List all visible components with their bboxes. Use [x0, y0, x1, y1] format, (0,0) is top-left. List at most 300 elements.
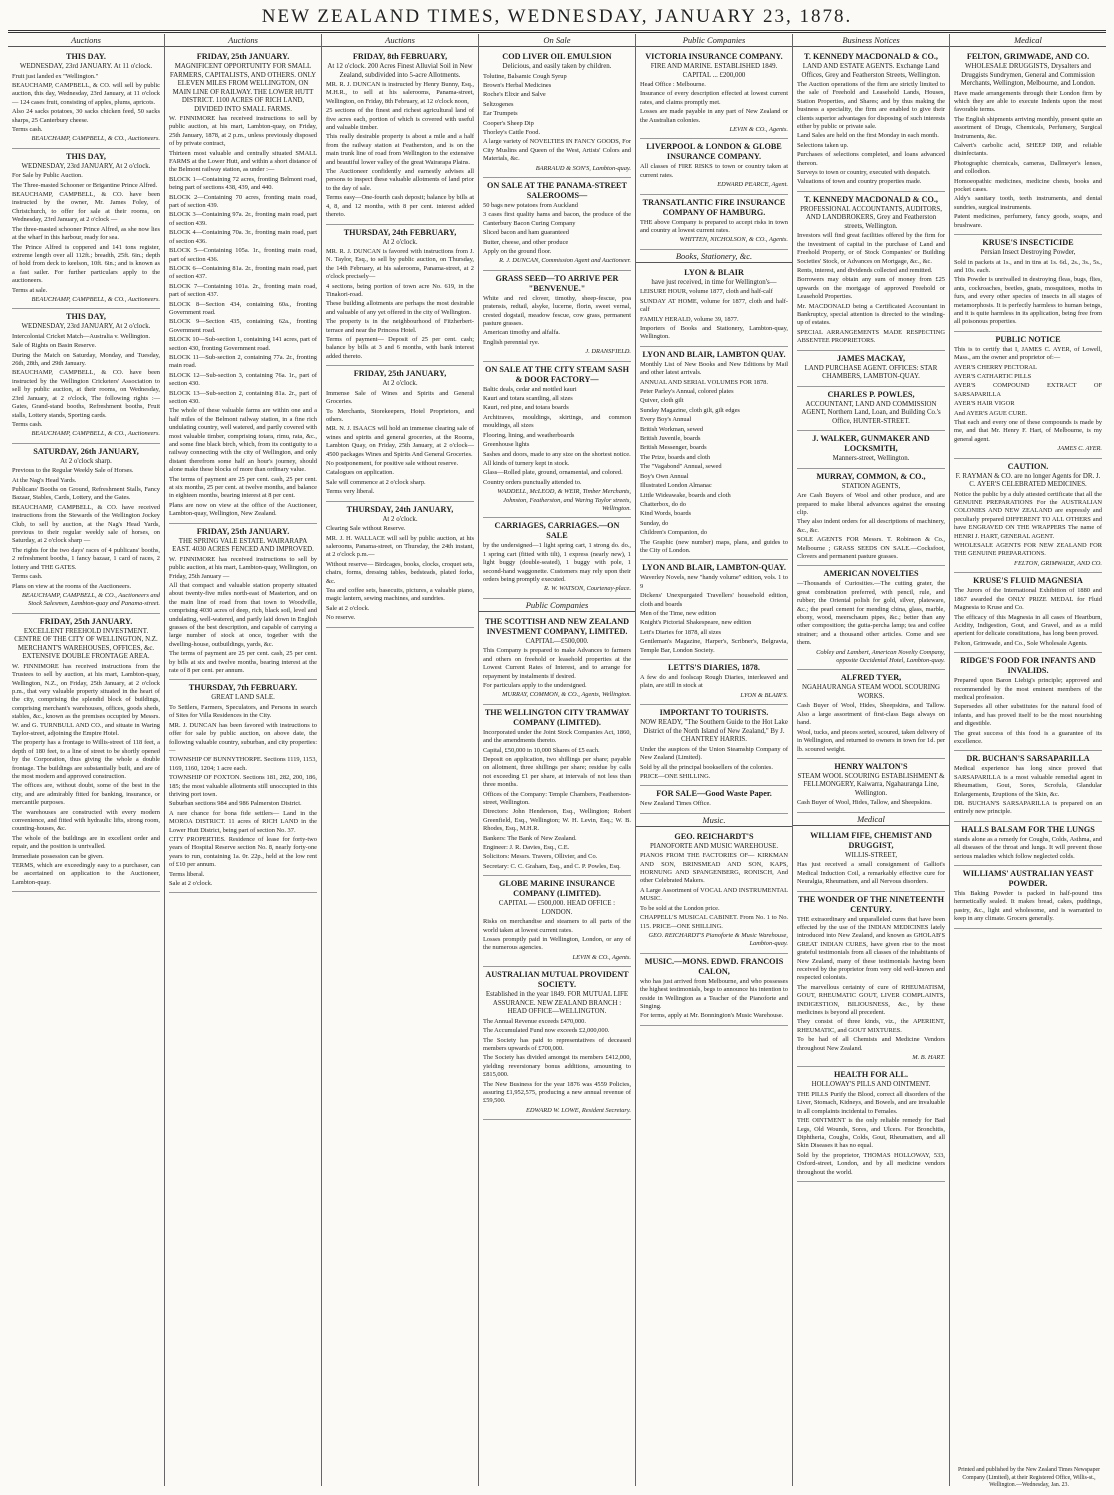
ad-paragraph: Little Wideawake, boards and cloth: [640, 491, 731, 499]
ad-title: WILLIAM FIFE, CHEMIST AND DRUGGIST,: [810, 830, 932, 850]
ad-paragraph: Sunday Magazine, cloth gilt, gilt edges: [640, 406, 740, 414]
ad-paragraph: BLOCK 10—Sub-section 1, containing 141 acres, part of section 430, fronting Government road.: [169, 336, 317, 352]
ad-paragraph: Quiver, cloth gilt: [640, 397, 684, 405]
ad-title: HALLS BALSAM FOR THE LUNGS: [961, 824, 1095, 834]
ad-paragraph: BLOCK 5—Containing 105a. 1r., fronting main road, part of section 436.: [169, 247, 317, 263]
ad-paragraph: The rights for the two days' races of 4 publicans' booths, 2 refreshment booths, 1 fancy bazaar, 1 card of races, 2 lottery and THE GATES.: [12, 546, 160, 571]
masthead: [0, 0, 1114, 30]
ad-title: GLOBE MARINE INSURANCE COMPANY (LIMITED).: [498, 879, 615, 899]
ad-paragraph: Immense Sale of Wines and Spirits and General Groceries.: [326, 389, 474, 406]
ad-title: RIDGE'S FOOD FOR INFANTS AND INVALIDS.: [960, 656, 1096, 676]
advertisement: [797, 469, 945, 567]
advertisement: [12, 614, 160, 893]
ad-signature: R. W. WATSON, Courtenay-place.: [544, 585, 631, 593]
ad-paragraph: Sunday, do: [640, 519, 669, 527]
advertisement: [640, 560, 788, 660]
ad-paragraph: ANNUAL AND SERIAL VOLUMES FOR 1878.: [640, 378, 768, 386]
ad-paragraph: Sale of Rights on Basin Reserve.: [12, 342, 97, 350]
advertisement: [640, 347, 788, 561]
ad-paragraph: Mr. MACDONALD being a Certificated Accountant in Bankruptcy, special attention is directed to the winding-up of estates.: [797, 302, 945, 327]
ad-signature: R. J. DUNCAN, Commission Agent and Auctioneer.: [499, 257, 631, 265]
ad-paragraph: Kauri, red pine, and totara boards: [483, 404, 569, 412]
ad-paragraph: Tolutine, Balsamic Cough Syrup: [483, 72, 567, 80]
ad-paragraph: LEISURE HOUR, volume 1877, cloth and half-calf: [640, 288, 773, 296]
ad-paragraph: Cooper's Sheep Dip: [483, 119, 534, 127]
ad-title: HENRY WALTON'S: [834, 761, 908, 771]
ad-paragraph: This Company is prepared to make Advances to farmers and others on freehold or leasehold properties at the Lowest Current Rates of Interest, and to arrange for repayment by instalments if desired.: [483, 647, 631, 680]
ad-paragraph: THE OINTMENT is the only reliable remedy for Bad Legs, Old Wounds, Sores, and Ulcers. For Bronchitis, Diphtheria, Coughs, Colds, Gout, Rheumatism, and all Skin Diseases it has no equal.: [797, 1117, 945, 1150]
column-heading: Auctions: [322, 34, 478, 47]
ad-paragraph: Solicitors: Messrs. Travers, Ollivier, and Co.: [483, 853, 598, 861]
ad-subtitle: Persian Insect Destroying Powder,: [980, 249, 1076, 256]
section-heading: Books, Stationery, &c.: [636, 250, 792, 263]
ad-paragraph: Losses are made payable in any part of New Zealand or the Australian colonies.: [640, 108, 788, 124]
ad-title: FOR SALE—Good Waste Paper.: [656, 789, 772, 799]
ad-title: THE SCOTTISH AND NEW ZEALAND INVESTMENT COMPANY, LIMITED.: [484, 616, 630, 636]
advertisement: [483, 518, 631, 598]
ad-title: CAUTION.: [1007, 461, 1049, 471]
ad-title: MUSIC.—MONS. EDWD. FRANCOIS CALON,: [644, 956, 784, 976]
ad-signature: BEAUCHAMP, CAMPBELL, & CO., Auctioneers.: [31, 135, 160, 143]
ad-paragraph: Plans are now on view at the office of the Auctioneer, Lambton-quay, Wellington, New Zealand.: [169, 501, 317, 518]
ad-paragraph: The Auctioneer confidently and earnestly advises all persons to inspect these valuable allotments of land prior to the day of sale.: [326, 168, 474, 192]
ad-title: VICTORIA INSURANCE COMPANY.: [645, 52, 783, 61]
ad-paragraph: Sliced bacon and ham guaranteed: [483, 229, 569, 237]
advertisement: [954, 49, 1102, 235]
ad-paragraph: For Sale by Public Auction.: [12, 172, 83, 180]
ad-paragraph: Head Office : Melbourne.: [640, 81, 706, 88]
ad-title: WILLIAMS' AUSTRALIAN YEAST POWDER.: [962, 869, 1094, 889]
ad-paragraph: Directors: John Henderson, Esq., Wellington; Robert Greenfield, Esq., Wellington; W. H. Levin, Esq.; W. B. Rhodes, Esq., M.H.R.: [483, 808, 631, 833]
ad-paragraph: Plans on view at the rooms of the Auctioneers.: [12, 582, 132, 590]
ad-paragraph: Homoeopathic medicines, medicine chests, books and pocket cases.: [954, 177, 1102, 193]
ad-paragraph: MR. J. DUNCAN has been favored with instructions to offer for sale by public auction, on above date, the following valuable country, suburban, and city properties:—: [169, 721, 317, 754]
ad-title: LETTS'S DIARIES, 1878.: [668, 663, 760, 672]
column-heading: Auctions: [8, 34, 164, 47]
advertisement: [12, 309, 160, 443]
masthead-rule: [8, 30, 1106, 31]
ad-paragraph: Terms easy—One-fourth cash deposit; balance by bills at 4, 8, and 12 months, with 8 per cent. interest added thereto.: [326, 194, 474, 219]
ad-paragraph: Chatterbox, do do: [640, 500, 686, 508]
ad-subtitle: STATION AGENTS,: [841, 482, 901, 490]
advertisement: [797, 192, 945, 351]
ad-paragraph: SPECIAL ARRANGEMENTS MADE RESPECTING ABSENTEE PROPRIETORS.: [797, 328, 945, 345]
ad-subtitle: WEDNESDAY, 23rd JANUARY. At 11 o'clock.: [19, 63, 153, 70]
ad-paragraph: The English shipments arriving monthly, present quite an assortment of Drugs, Chemicals, Perfumery, Surgical Instruments, &c.: [954, 115, 1102, 140]
advertisement: [954, 459, 1102, 574]
ad-paragraph: All kinds of turnery kept in stock.: [483, 459, 570, 467]
ad-subtitle: CAPITAL—£500,000.: [525, 637, 589, 645]
ad-paragraph: Valuations of town and country properties made.: [797, 178, 922, 186]
ad-paragraph: The property has a frontage to Willis-street of 118 feet, a depth of 180 feet, to a line of street to be shortly opened by the Corporation, thus giving the whole a double frontage. The buildings are substantially built, and are of the most modern and approved construction.: [12, 739, 160, 780]
ad-title: AUSTRALIAN MUTUAL PROVIDENT SOCIETY.: [485, 970, 629, 990]
ad-paragraph: Risks on merchandise and steamers to all parts of the world taken at lowest current rates.: [483, 918, 631, 934]
ad-paragraph: Have made arrangements through their London firm by which they are able to execute Indents upon the most favorable terms.: [954, 89, 1102, 114]
ad-signature: BARRAUD & SON'S, Lambton-quay.: [535, 164, 631, 172]
ad-paragraph: BLOCK 3—Containing 97a. 2r., fronting main road, part of section 439.: [169, 211, 317, 227]
advertisement: [483, 362, 631, 519]
ad-paragraph: BLOCK 6—Containing 81a. 2r., fronting main road, part of section 437.: [169, 264, 317, 281]
ad-paragraph: THE extraordinary and unparalleled cures that have been effected by the use of the INDIAN MEDICINES lately introduced into New Zealand, and known as GHOLAB'S GREAT INDIAN CURES, have given rise to the most grateful testimonials from all classes of the inhabitants of New Zealand, many of these testimonials having been received by the proprietor from very old well-known and respected colonists.: [797, 915, 945, 982]
ad-paragraph: And AYER'S AGUE CURE.: [954, 409, 1027, 417]
advertisement: [797, 892, 945, 1068]
ad-paragraph: The Jurors of the International Exhibition of 1880 and 1867 awarded the ONLY PRIZE MEDAL for Fluid Magnesia to Kruse and Co.: [954, 587, 1102, 612]
ad-paragraph: Supersedes all other substitutes for the natural food of infants, and has proved itself to be the most nourishing and digestible.: [954, 703, 1102, 728]
column-heading: On Sale: [479, 34, 635, 47]
ad-signature: JAMES C. AYER.: [1057, 445, 1102, 453]
advertisement: [640, 139, 788, 194]
ad-paragraph: AYER'S COMPOUND EXTRACT OF SARSAPARILLA: [954, 382, 1102, 398]
ad-paragraph: Illustrated London Almanac: [640, 482, 712, 490]
advertisement: [326, 225, 474, 367]
ad-paragraph: The great success of this food is a guarantee of its excellence.: [954, 729, 1102, 745]
ad-title: THIS DAY,: [66, 151, 106, 161]
ad-paragraph: MR. R. J. DUNCAN is favored with instructions from J. N. Taylor, Esq., to sell by public auction, on Thursday, the 14th February, at his salerooms, Panama-street, at 2 o'clock precisely—: [326, 248, 474, 281]
ad-paragraph: Secretary: C. C. Graham, Esq., and C. P. Powles, Esq.: [483, 862, 621, 870]
ad-paragraph: Butter, cheese, and other produce: [483, 238, 569, 246]
column-4: [478, 34, 635, 1486]
ad-signature: BEAUCHAMP, CAMPBELL, & CO., Auctioneers.: [31, 430, 160, 438]
ad-paragraph: Dickens' Unexpurgated Travellers' household edition, cloth and boards: [640, 592, 788, 608]
ad-paragraph: Sashes and doors, made to any size on the shortest notice.: [483, 450, 631, 458]
advertisement: [483, 705, 631, 877]
ad-subtitle: FIRE AND MARINE. ESTABLISHED 1849. CAPITAL ... £200,000: [650, 63, 778, 79]
newspaper-title: NEW ZEALAND TIMES, WEDNESDAY, JANUARY 23, 1878.: [261, 6, 853, 27]
ad-paragraph: TERMS, which are exceedingly easy to a purchaser, can be ascertained on application to the Auctioneer, Lambton-quay.: [12, 862, 160, 886]
ad-paragraph: Seltzogenes: [483, 100, 514, 108]
ad-subtitle: NGAHAURANGA STEAM WOOL SCOURING WORKS.: [801, 684, 940, 700]
advertisement: [169, 49, 317, 524]
ad-paragraph: Losses promptly paid in Wellington, London, or any of the numerous agencies.: [483, 936, 631, 952]
ad-paragraph: Monthly List of New Books and New Editions by Mail and other latest arrivals.: [640, 360, 788, 377]
advertisement: [797, 351, 945, 387]
ad-paragraph: Terms at sale.: [12, 286, 48, 294]
advertisement: [326, 502, 474, 628]
column-5: [635, 34, 792, 1486]
ad-paragraph: Under the auspices of the Union Steamship Company of New Zealand (Limited).: [640, 745, 788, 762]
ad-subtitle: MAGNIFICENT OPPORTUNITY FOR SMALL FARMERS, CAPITALISTS, AND OTHERS. ONLY ELEVEN MILES FROM WELLINGTON, ON MAIN LINE OF RAILWAY. THE LOWER HUTT DISTRICT. 1100 ACRES OF RICH LAND, DIVIDED INTO SMALL FARMS.: [169, 63, 317, 113]
ad-paragraph: A Large Assortment of VOCAL AND INSTRUMENTAL MUSIC.: [640, 886, 788, 903]
ad-title: THE WONDER OF THE NINETEENTH CENTURY.: [798, 894, 944, 914]
ad-paragraph: Sold in packets at 1s., and in tins at 1s. 6d., 2s., 3s., 5s., and 10s. each.: [954, 258, 1102, 274]
ad-title: ON SALE AT THE PANAMA-STREET SALEROOMS—: [487, 180, 627, 200]
ad-title: MURRAY, COMMON, & CO.,: [816, 471, 926, 481]
ad-title: JAMES MACKAY,: [836, 353, 906, 363]
ad-paragraph: Sale at 2 o'clock.: [326, 604, 370, 612]
ad-paragraph: The warehouses are constructed with every modern convenience, and fitted with hydraulic lifts, strong room, counting-houses, &c.: [12, 808, 160, 833]
ad-title: T. KENNEDY MACDONALD & CO.,: [804, 194, 938, 204]
ad-paragraph: They also indent orders for all descriptions of machinery, &c., &c.: [797, 518, 945, 534]
ad-paragraph: Immediate possession can be given.: [12, 852, 104, 860]
ad-paragraph: Gentleman's Magazine, Harper's, Scribner's, Belgravia, Temple Bar, London Society.: [640, 638, 788, 654]
ad-paragraph: To be sold at the London price.: [640, 904, 720, 912]
ad-paragraph: Bankers: The Bank of New Zealand.: [483, 834, 577, 842]
ad-paragraph: stands alone as a remedy for Coughs, Colds, Asthma, and all diseases of the throat and lungs. It will prevent those serious maladies which follow neglected colds.: [954, 835, 1102, 860]
ad-title: LYON AND BLAIR, LAMBTON QUAY.: [642, 349, 786, 359]
ad-paragraph: The Annual Revenue exceeds £470,000.: [483, 1017, 586, 1025]
ad-signature: BEAUCHAMP, CAMPBELL, & CO., Auctioneers.: [31, 295, 160, 303]
ad-paragraph: A rare chance for bona fide settlers— Land in the MOROA DISTRICT. 11 acres of RICH LAND in the Lower Hutt District, being part of section No. 37.: [169, 809, 317, 834]
ad-paragraph: Terms cash.: [12, 420, 43, 428]
ad-paragraph: This Powder is unrivalled in destroying fleas, bugs, flies, ants, cockroaches, beetles, gnats, mosquitoes, moths in furs, and every other species of insects in all stages of metamorphosis. It is perfectly harmless to human beings, and it is quite harmless in its application, being free from all poisonous properties.: [954, 276, 1102, 326]
ad-paragraph: At the Nag's Head Yards.: [12, 476, 77, 484]
ad-title: DR. BUCHAN'S SARSAPARILLA: [966, 754, 1090, 764]
ad-paragraph: Every Boy's Annual: [640, 416, 692, 424]
ad-title: CARRIAGES, CARRIAGES.—ON SALE: [494, 521, 620, 541]
ad-paragraph: SUNDAY AT HOME, volume for 1877, cloth and half-calf: [640, 297, 788, 314]
ad-paragraph: They consist of three kinds, viz., the APERIENT, RHEUMATIC, and GOUT MIXTURES.: [797, 1018, 945, 1034]
ad-paragraph: by the undersigned—1 light spring cart, 1 strong do. do., 1 spring cart (fitted with tilt), 1 express (nearly new), 1 light buggy (double-seated), 1 buggy with pole, 1 second-hand waggonette. Customers may rely upon their orders being promptly executed.: [483, 542, 631, 583]
ad-subtitle: EXCELLENT FREEHOLD INVESTMENT. CENTRE OF THE CITY OF WELLINGTON, N.Z. MERCHANT'S WAREHOUSES, OFFICES, &c. EXTENSIVE DOUBLE FRONTAGE AREA.: [14, 627, 158, 661]
ad-paragraph: —Thousands of Curiosities.—The cutting grater, the great combination preferred, with pencil, rule, and rubber; the Oriental polish for gold, silver, plateware, &c.; the pearl cement for mending china, glass, marble, ebony, wood, meerschaum pipes, &c.; better than any other composition; the gutta-percha lamp; tea and coffee strainer; and a thousand other articles. Come and see them.: [797, 580, 945, 647]
ad-paragraph: The Prince Alfred is coppered and 141 tons register, extreme length over all 112ft.; breadth, 25ft. 6in.; depth of hold from deck to keelson, 10ft. 6in.; and is known as a fast sailer. For further particulars apply to the auctioneers.: [12, 243, 160, 285]
ad-paragraph: W. FINNIMORE has received instructions to sell by public auction, at his mart, Lambton-quay, Wellington, on Friday, 25th January —: [169, 555, 317, 580]
ad-title: IMPORTANT TO TOURISTS.: [659, 708, 769, 718]
ad-paragraph: Roche's Elixir and Salve: [483, 91, 546, 99]
ad-paragraph: This Baking Powder is packed in half-pound tins hermetically sealed. It makes bread, cakes, puddings, pastry, &c., light and wholesome, and is warranted to keep in any climate. Grocers generally.: [954, 890, 1102, 923]
masthead-rule-thin: [8, 32, 1106, 33]
ad-paragraph: Apply on the ground floor.: [483, 248, 552, 255]
ad-signature: EDWARD W. LOWE, Resident Secretary.: [525, 1106, 631, 1114]
advertisement: [12, 49, 160, 149]
ad-paragraph: W. FINNIMORE has received instructions to sell by public auction, at his mart, Lambton-quay, on Friday, 25th January, 1878, at 2 p.m., unless previously disposed of by private contract,: [169, 115, 317, 148]
advertisement: [954, 573, 1102, 653]
advertisement: [12, 444, 160, 614]
ad-paragraph: This is to certify that I, JAMES C. AYER, of Lowell, Mass., am the owner and proprietor of:—: [954, 345, 1102, 362]
ad-paragraph: To Settlers, Farmers, Speculators, and Persons in search of Sites for Villa Residences in the City.: [169, 703, 317, 720]
ad-paragraph: Terms cash.: [12, 573, 43, 581]
ad-subtitle: F. RAYMAN & CO. are no longer Agents for DR. J. C. AYER'S CELEBRATED MEDICINES.: [955, 472, 1101, 489]
ad-subtitle: NOW READY, "The Southern Guide to the Hot Lake District of the North Island of New Zealand," By J. CHANTREY HARRIS.: [640, 719, 788, 744]
ad-paragraph: Country orders punctually attended to.: [483, 478, 582, 486]
ad-paragraph: Are Cash Buyers of Wool and other produce, and are prepared to make liberal advances against the ensuing clip.: [797, 492, 945, 516]
ad-subtitle: LAND AND ESTATE AGENTS. Exchange Land Offices, Grey and Featherston Streets, Wellington.: [801, 63, 941, 79]
ad-title: GEO. REICHARDT'S: [674, 831, 754, 841]
ad-paragraph: Lett's Diaries for 1878, all sizes: [640, 628, 722, 636]
ad-title: J. WALKER, GUNMAKER AND LOCKSMITH,: [812, 434, 930, 454]
ad-paragraph: The whole of these valuable farms are within one and a half miles of the Belmont railway station, in a fine rich undulating country, well watered, and partly covered with most valuable timber, comprising totara, rimu, rata, &c., and some fine black birch, which, from its contiguity to a railway connecting with the city of Wellington, and only distant therefrom some half an hour's journey, should alone make these blocks of more than ordinary value.: [169, 407, 317, 474]
ad-signature: LEVIN & CO., Agents.: [572, 953, 631, 961]
ad-paragraph: BLOCK 7—Containing 101a. 2r., fronting main road, part of section 437.: [169, 282, 317, 299]
advertisement: [954, 235, 1102, 332]
ad-subtitle: HOLLOWAY'S PILLS AND OINTMENT.: [811, 1081, 931, 1089]
advertisement: [640, 954, 788, 1026]
ad-title: HEALTH FOR ALL.: [833, 1070, 909, 1080]
ad-title: THURSDAY, 24th JANUARY,: [346, 504, 454, 514]
ad-title: THE WELLINGTON CITY TRAMWAY COMPANY (LIMITED).: [484, 707, 630, 727]
ad-title: PUBLIC NOTICE: [995, 334, 1061, 344]
ad-title: FRIDAY, 25th JANUARY.: [39, 616, 133, 626]
ad-paragraph: Cash Buyer of Wool, Hides, Tallow, and Sheepskins.: [797, 799, 932, 807]
imprint: Printed and published by the New Zealand Times Newspaper Company (Limited), at their Registered Office, Willis-st., Wellington.—Wednesday, Jan. 23.: [958, 1467, 1100, 1488]
ad-paragraph: BLOCK 12—Sub-section 3, containing 76a. 1r., part of section 430.: [169, 371, 317, 388]
ad-title: THURSDAY, 24th FEBRUARY,: [343, 227, 457, 237]
ad-paragraph: Waverley Novels, new "handy volume" edition, vols. 1 to 9: [640, 574, 788, 590]
ad-subtitle: WILLIS-STREET,: [844, 851, 898, 859]
ad-signature: Cobley and Lambert, American Novelty Company, opposite Occidental Hotel, Lambton-quay.: [816, 648, 945, 665]
advertisement: [954, 751, 1102, 821]
advertisement: [169, 524, 317, 681]
ad-paragraph: Calvert's carbolic acid, SHEEP DIP, and reliable disinfectants.: [954, 141, 1102, 158]
ad-paragraph: Ear Trumpets: [483, 110, 518, 118]
ad-paragraph: BLOCK 1—Containing 72 acres, fronting Belmont road, being part of sections 438, 439, and 440.: [169, 175, 317, 192]
advertisement: [640, 660, 788, 705]
ad-paragraph: WHOLESALE AGENTS FOR NEW ZEALAND FOR THE GENUINE PREPARATIONS.: [954, 542, 1102, 558]
ad-paragraph: Also 24 sacks potatoes, 30 sacks chicken feed, 50 sacks sharps, 25 Canterbury cheese.: [12, 108, 160, 124]
ad-title: LYON AND BLAIR, LAMBTON-QUAY.: [642, 563, 786, 573]
ad-title: SATURDAY, 26th JANUARY,: [33, 446, 139, 456]
ad-paragraph: TOWNSHIP OF BUNNYTHORPE. Sections 1119, 1153, 1169, 1160, 1204; 1 acre each.: [169, 756, 317, 772]
ad-signature: WADDELL, McLEOD, & WEIR, Timber Merchants, Johnston, Featherston, and Waring Taylor streets, Wellington.: [497, 488, 631, 512]
ad-signature: MURRAY, COMMON, & CO., Agents, Wellington.: [502, 691, 631, 699]
advertisement: [483, 49, 631, 178]
advertisement: [797, 1067, 945, 1182]
ad-paragraph: Boy's Own Annual: [640, 472, 689, 480]
ad-subtitle: At 2 o'clock.: [382, 380, 418, 388]
ad-subtitle: STEAM WOOL SCOURING ESTABLISHMENT & FELLMONGERY, Kaiwarra, Ngahauranga Line, Wellington.: [797, 772, 945, 797]
advertisement: [640, 49, 788, 139]
advertisement: [640, 265, 788, 347]
ad-subtitle: Delicious, and easily taken by children.: [502, 63, 612, 70]
ad-signature: FELTON, GRIMWADE, AND CO.: [1014, 559, 1102, 567]
advertisement: [169, 680, 317, 893]
ad-paragraph: To be had of all Chemists and Medicine Vendors throughout New Zealand.: [797, 1036, 945, 1052]
column-heading: Medical: [950, 34, 1106, 47]
ad-subtitle: LAND PURCHASE AGENT. OFFICES: STAR CHAMBERS, LAMBTON-QUAY.: [804, 364, 938, 381]
ad-signature: WHITTEN, NICHOLSON, & CO., Agents.: [679, 236, 788, 244]
ad-subtitle: Manners-street, Wellington.: [832, 455, 910, 463]
ad-paragraph: All that compact and valuable station property situated about twenty-five miles north-east of Masterton, and on the main line of road from that town to Woodville, comprising 4030 acres of deep, rich, black soil, level and undulating, well-watered, and partly laid down in English grasses of the best description, and capable of carrying a large number of stock at once, together with the dwelling-house, outbuildings, yards, &c.: [169, 581, 317, 648]
advertisement: [326, 366, 474, 501]
ad-title: AMERICAN NOVELTIES: [823, 569, 919, 579]
ad-paragraph: Land Sales are held on the first Monday in each month.: [797, 132, 939, 140]
ad-paragraph: Aldy's sanitary tooth, teeth instruments, and dental sundries, surgical instruments.: [954, 195, 1102, 211]
advertisement: [797, 387, 945, 432]
advertisement: [954, 822, 1102, 866]
ad-paragraph: Flooring, lining, and weatherboards: [483, 431, 575, 439]
ad-paragraph: AYER'S CHERRY PECTORAL: [954, 363, 1037, 371]
ad-paragraph: Deposit on application, two shillings per share; payable on allotment, three shillings per share; residue by calls not exceeding £1 per share, at intervals of not less than three months.: [483, 755, 631, 789]
ad-paragraph: THE above Company is prepared to accept risks in town and country at lowest current rates.: [640, 218, 788, 235]
ad-paragraph: The New Business for the year 1876 was 4559 Policies, assuring £1,952,575, producing a new annual revenue of £59,500.: [483, 1080, 631, 1105]
ad-title: ALFRED TYER,: [840, 673, 902, 683]
ad-paragraph: MR. R. J. DUNCAN is instructed by Henry Bunny, Esq., M.H.R., to sell at his salerooms, Panama-street, Wellington, on Friday, 8th February, at 12 o'clock noon,: [326, 81, 474, 105]
ad-subtitle: CAPITAL — £500,000. HEAD OFFICE : LONDON.: [498, 900, 616, 916]
ad-paragraph: Capital, £50,000 in 10,000 Shares of £5 each.: [483, 746, 600, 754]
ad-paragraph: British Workman, sewed: [640, 425, 704, 433]
ad-paragraph: The Auction operations of the firm are strictly limited to the sale of Freehold and Leasehold Lands, Houses, Station Properties, and Shares; and by thus making the business a speciality, the firm are enabled to give their clients superior advantages for disposing of such interests either by public or private sale.: [797, 81, 945, 131]
ad-title: THURSDAY, 7th FEBRUARY.: [188, 683, 298, 693]
ad-paragraph: Felton, Grimwade, and Co., Sole Wholesale Agents.: [954, 639, 1088, 647]
ad-paragraph: The Society has paid to representatives of deceased members upwards of £700,000.: [483, 1036, 631, 1052]
ad-paragraph: Cash Buyer of Wool, Hides, Sheepskins, and Tallow. Also a large assortment of first-class Bags always on hand.: [797, 702, 945, 727]
ad-paragraph: All classes of FIRE RISKS to town or country taken at current rates.: [640, 163, 788, 179]
ad-paragraph: BLOCK 2—Containing 70 acres, fronting main road, part of section 439.: [169, 193, 317, 210]
ad-paragraph: Selections taken up.: [797, 141, 849, 149]
ad-paragraph: CITY PROPERTIES. Residence of lease for forty-two years of Hospital Reserve section No. 8, nearly forty-one years to run, containing 1a. 0r. 22p., held at the low rent of £10 per annum.: [169, 835, 317, 869]
ad-paragraph: The offices are, without doubt, some of the best in the city, and are admirably fitted for banking, insurance, or mercantile purposes.: [12, 782, 160, 807]
ad-paragraph: Medical experience has long since proved that SARSAPARILLA is a most valuable remedial agent in Rheumatism, Gout, Sores, Scrofula, Glandular Enlargements, Eruptions of the Skin, &c.: [954, 765, 1102, 798]
ad-paragraph: No postponement, for positive sale without reserve.: [326, 460, 459, 468]
ad-paragraph: No reserve.: [326, 614, 356, 622]
column-3: [321, 34, 478, 1486]
ad-paragraph: Tea and coffee sets, basecuits, pictures, a valuable piano, magic lantern, sewing machines, and sundries.: [326, 587, 474, 603]
ad-paragraph: Knight's Pictorial Shakespeare, new edition: [640, 619, 752, 627]
ad-paragraph: This really desirable property is about a mile and a half from the railway station at Featherston, and is on the main trunk line of road from Wellington to the extensive and beautiful lower valley of the great Wairarapa Plains.: [326, 133, 474, 166]
ad-paragraph: Thirteen most valuable and centrally situated SMALL FARMS at the Lower Hutt, and within a short distance of the Belmont railway station, as under :—: [169, 149, 317, 174]
ad-paragraph: For terms, apply at Mr. Bonnington's Music Warehouse.: [640, 1012, 784, 1020]
advertisement: [483, 876, 631, 967]
ad-paragraph: Terms very liberal.: [326, 488, 375, 496]
column-7: [949, 34, 1106, 1486]
ad-paragraph: During the Match on Saturday, Monday, and Tuesday, 26th, 28th, and 29th January.: [12, 351, 160, 368]
ad-paragraph: Peter Parley's Annual, colored plates: [640, 388, 734, 396]
ad-paragraph: That each and every one of these compounds is made by me, and that Mr. Henry F. Hart, of Melbourne, is my general agent.: [954, 419, 1102, 443]
ad-signature: J. DRANSFIELD.: [585, 348, 631, 356]
ad-paragraph: Patent medicines, perfumery, fancy goods, soaps, and brushware.: [954, 213, 1102, 229]
ad-title: ON SALE AT THE CITY STEAM SASH & DOOR FACTORY—: [485, 364, 629, 384]
column-heading: Public Companies: [636, 34, 792, 47]
ad-paragraph: Greenhouse lights: [483, 441, 530, 449]
column-heading: Auctions: [165, 34, 321, 47]
advertisement: [954, 653, 1102, 751]
ad-paragraph: Purchases of selections completed, and loans advanced thereon.: [797, 151, 945, 167]
ad-title: THIS DAY,: [66, 312, 106, 322]
ad-subtitle: At 12 o'clock. 200 Acres Finest Alluvial Soil in New Zealand, subdivided into 5-acre Allotments.: [327, 63, 473, 79]
advertisement: [640, 829, 788, 954]
ad-paragraph: Architraves, mouldings, skirtings, and common mouldings, all sizes: [483, 413, 631, 430]
ad-title: FRIDAY, 8th FEBRUARY,: [352, 52, 448, 61]
ad-paragraph: Kind Words, boards: [640, 510, 692, 518]
advertisement: [954, 332, 1102, 459]
ad-subtitle: WHOLESALE DRUGGISTS, Drysalters and Druggists Sundrymen, General and Commission Merchants, Wellington, Melbourne, and London.: [960, 63, 1096, 87]
ad-paragraph: Importers of Books and Stationery, Lambton-quay, Wellington.: [640, 325, 788, 341]
advertisement: [797, 431, 945, 469]
ad-subtitle: PROFESSIONAL ACCOUNTANTS, AUDITORS, AND LANDBROKERS, Grey and Featherston streets, Wellington.: [800, 205, 942, 230]
ad-paragraph: White and red clover, timothy, sheep-fescue, poa pratensis, redtail, alsyke, lucerne, florin, sweet vernal, crested dogstail, meadow fescue, cow grass, permanent pasture grasses.: [483, 294, 631, 328]
ad-title: GRASS SEED—TO ARRIVE PER "BENVENUE.": [495, 273, 619, 293]
ad-paragraph: The property is in the neighbourhood of Fitzherbert-terrace and near the Princess Hotel.: [326, 318, 474, 334]
ad-paragraph: W. FINNIMORE has received instructions from the Trustees to sell by auction, at his mart, Lambton-quay, Wellington, N.Z., on Friday, 25th January, at 2 o'clock p.m., that very valuable property situated in the heart of the city, comprising the splendid block of buildings, comprising merchant's warehouses, offices, goods sheds, stables, &c., known as the premises occupied by Messrs. W. and G. TURNBULL AND CO., and situate in Waring Taylor-street, adjoining the Empire Hotel.: [12, 662, 160, 737]
ad-subtitle: At 2 o'clock.: [382, 515, 418, 523]
ad-paragraph: The terms of payment are 25 per cent. cash, 25 per cent. by bills at six and twelve months, bearing interest at the rate of 8 per cent. per annum.: [169, 650, 317, 674]
ad-paragraph: Children's Companion, do: [640, 529, 708, 537]
ad-paragraph: The "Vagabond" Annual, sewed: [640, 463, 722, 471]
ad-title: THIS DAY.: [66, 52, 106, 61]
ad-paragraph: Rents, interest, and dividends collected and remitted.: [797, 267, 933, 274]
ad-paragraph: PIANOS FROM THE FACTORIES OF— KIRKMAN AND SON, BRINSMEAD AND SON, KAPS, HORNUNG AND SPANGENBERG, RONISCH, And other Celebrated Makers.: [640, 852, 788, 885]
ad-paragraph: The Three-masted Schooner or Brigantine Prince Alfred.: [12, 181, 158, 189]
ad-paragraph: BLOCK 8—Section 434, containing 60a., fronting Government road.: [169, 300, 317, 316]
advertisement: [640, 786, 788, 813]
column-6: [792, 34, 949, 1486]
ad-paragraph: For particulars apply to the undersigned.: [483, 681, 587, 689]
advertisement: [797, 670, 945, 758]
ad-paragraph: Notice the public by a duly attested certificate that all the GENUINE PREPARATIONS For the AUSTRALIAN COLONIES AND NEW ZEALAND are expressly and peculiarly prepared DIFFERENT TO ALL OTHERS and have ENGRAVED ON THE WRAPPERS The name of HENRI J. HART, GENERAL AGENT.: [954, 490, 1102, 540]
ad-paragraph: Intercolonial Cricket Match—Australia v. Wellington.: [12, 332, 151, 340]
ad-paragraph: Photographic chemicals, cameras, Dallmeyer's lenses, and collodion.: [954, 159, 1102, 176]
ad-paragraph: Has just received a small consignment of Galliot's Medical Induction Coil, a remarkably effective cure for Neuralgia, Rheumatism, and all Nervous disorders.: [797, 861, 945, 886]
ad-signature: BEAUCHAMP, CAMPBELL, & CO., Auctioneers and Stock Salesmen, Lambton-quay and Panama-street.: [21, 591, 160, 608]
column-heading: Business Notices: [793, 34, 949, 47]
ad-paragraph: Sold by the proprietor, THOMAS HOLLOWAY, 533, Oxford-street, London, and by all medicine vendors throughout the world.: [797, 1151, 945, 1176]
section-heading: Public Companies: [479, 599, 635, 612]
ad-title: FRIDAY, 25th JANUARY.: [196, 526, 290, 536]
ad-paragraph: Engineer: J. R. Davies, Esq., C.E.: [483, 844, 570, 851]
ad-paragraph: English perennial rye.: [483, 338, 540, 346]
ad-subtitle: ACCOUNTANT, LAND AND COMMISSION AGENT, Northern Land, Loan, and Building Co.'s Office, HUNTER-STREET.: [801, 400, 941, 425]
ad-title: LYON & BLAIR: [684, 267, 744, 277]
